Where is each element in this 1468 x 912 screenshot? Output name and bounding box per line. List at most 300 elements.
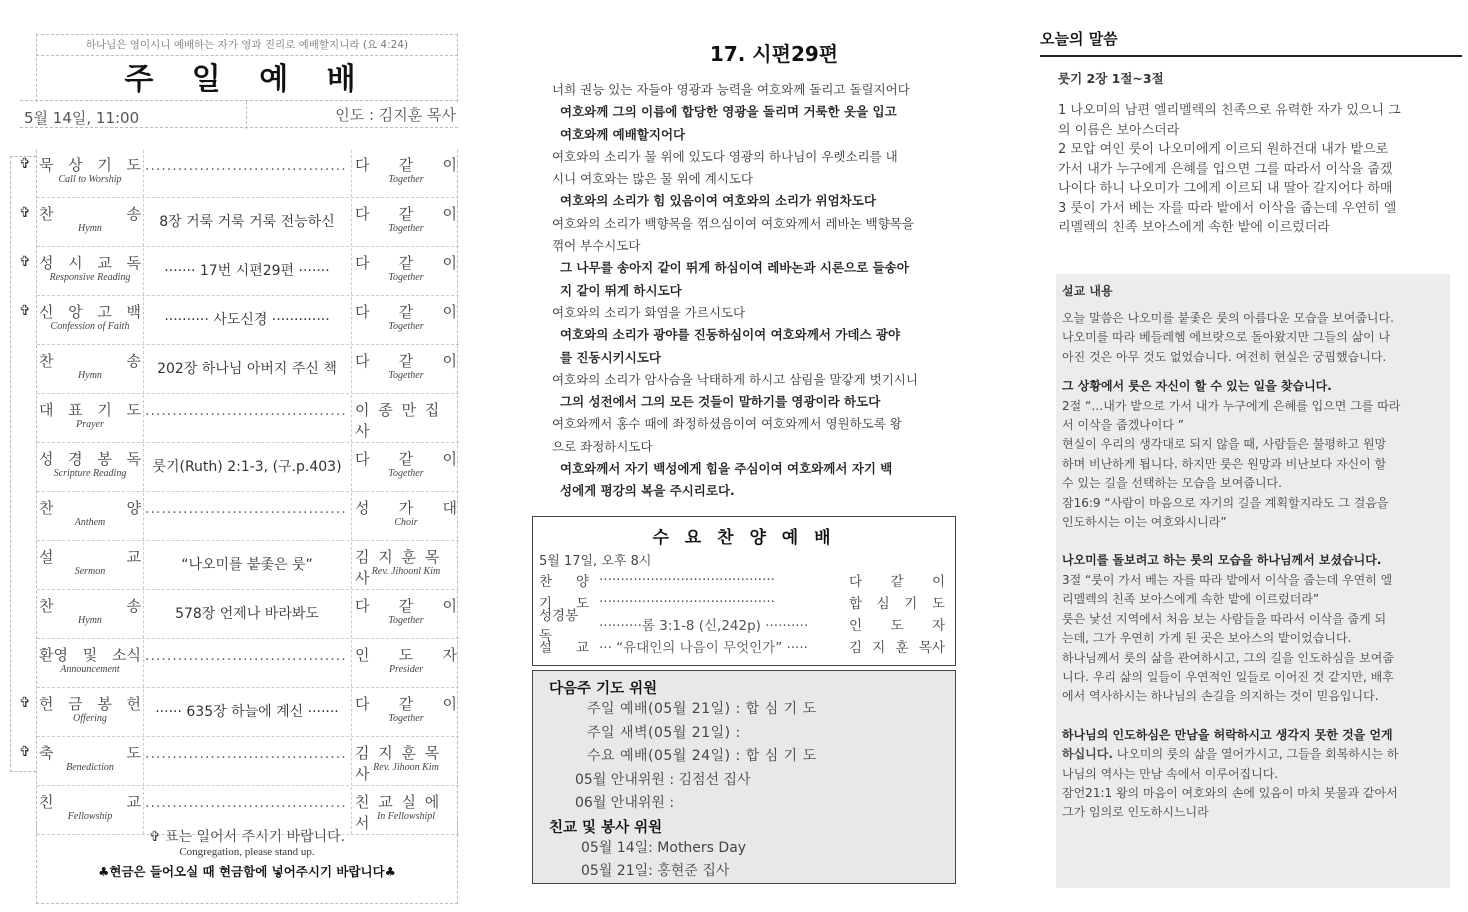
stand-note: ✞ 표는 일어서 주시기 바랍니다. [148,829,346,845]
usher-line: 06월 안내위원 : [575,795,675,811]
order-row [37,542,459,590]
sermon-line: 수 있는 길을 선택하는 모습을 보여줍니다. [1062,476,1282,491]
sermon-point: 그 상황에서 룻은 자신이 할 수 있는 일을 찾습니다. [1062,379,1332,394]
order-item-char: 교 [126,793,141,811]
order-item-char: 찬 [39,597,54,615]
sermon-heading: 설교 내용 [1062,284,1113,298]
wednesday-leader-char: 다 [849,574,863,590]
order-item-char: 표 [68,401,83,419]
leader-char: 같 [398,352,414,370]
sermon-line: 오늘 말씀은 나오미를 붙좇은 룻의 아름다운 모습을 보여줍니다. [1062,311,1394,325]
psalm-leader-line: 여호와께서 홍수 때에 좌정하셨음이여 여호와께서 영원하도록 왕 [552,416,902,432]
order-item-content: ····································· [145,652,347,668]
order-row [19,150,459,198]
order-item-char: 송 [126,205,141,223]
order-item-leader-english: Together [388,272,424,283]
sermon-line: 인도하시는 이는 여호와시니라” [1062,515,1227,530]
sermon-point: 하나님의 인도하심은 만남을 허락하시고 생각지 못한 것을 얻게 [1062,727,1393,742]
row-divider [143,346,144,393]
order-item-korean [39,350,141,371]
order-item-char: 양 [126,499,141,517]
row-divider [143,640,144,687]
sermon-line: 에서 역사하시는 하나님의 손길을 의지하는 것이 믿음입니다. [1062,689,1379,704]
service-line: 05월 14일: Mothers Day [581,839,747,856]
wednesday-service-box [532,516,956,666]
sermon-line: 아진 것은 아무 것도 없었습니다. 여전히 현실은 궁핍했습니다. [1062,349,1387,364]
wednesday-leader [849,592,945,612]
wednesday-leader-char: 이 [931,574,945,590]
todays-word-title: 오늘의 말씀 [1040,28,1462,57]
prayer-committee-box [532,670,956,884]
order-item-content: ······ 635장 하늘에 계신 ······· [155,704,339,720]
order-item-leader [355,301,457,322]
usher-line: 05월 안내위원 : 김점선 집사 [575,771,751,788]
sermon-line: 잠16:9 “사람이 마음으로 자기의 길을 계획할지라도 그 걸음을 [1062,495,1389,510]
wednesday-item-content: ········································· [599,594,775,610]
leader-char: 이 [442,597,457,615]
order-item-char: 기 [97,401,112,419]
order-item-leader-english: In Fellowshipl [376,811,436,822]
cross-icon: ✞ [19,254,31,270]
wednesday-leader-char: 기 [904,596,918,612]
order-item-char: 신 [39,303,54,321]
psalm-leader-line: 으로 좌정하시도다 [552,438,653,454]
order-row [19,248,459,296]
row-divider [143,738,144,785]
order-item-korean [39,546,141,567]
leader-char: 다 [355,156,370,174]
wednesday-leader [849,570,945,590]
order-item-leader [355,595,457,616]
psalm-response-line: 그 나무를 송아지 같이 뛰게 하심이여 레바논과 시론으로 들송아 [560,260,909,276]
order-item-char: 도 [126,156,141,174]
order-item-korean [39,399,141,420]
worship-order-panel [10,34,458,904]
sermon-line: 나오미를 따라 베들레헴 에브랏으로 돌아왔지만 그들의 삶이 나 [1062,330,1391,345]
wednesday-leader-char: 인 [849,618,863,634]
sermon-line: 하며 비난하게 됩니다. 하지만 룻은 원망과 비난보다 자신이 할 [1062,456,1387,471]
order-item-leader-english: Presider [388,664,424,675]
sermon-line: 서 이삭을 줍겠나이다 ” [1062,418,1184,433]
service-info-bar [20,100,458,128]
leader-char: 이 [442,205,457,223]
leader-char: 이 [442,254,457,272]
order-item-leader-english: Rev. Jihoon Kim [373,762,439,773]
row-divider [351,248,352,295]
leader-char: 인 [355,646,370,664]
order-item-content: ······· 17번 시편29편 ······· [164,263,330,279]
order-row [37,640,459,688]
order-item-leader: 이 종 만 집사 [355,401,442,440]
order-row [37,591,459,639]
cross-icon: ✞ [19,303,31,319]
sermon-line: 3절 “룻이 가서 베는 자를 따라 밭에서 이삭을 줍는데 우연히 엘 [1062,572,1393,587]
wednesday-leader-char: 김 [849,640,863,656]
order-item-char: 봉 [97,450,112,468]
order-item-content: 8장 거룩 거룩 거룩 전능하신 [159,214,335,230]
sermon-line: 현실이 우리의 생각대로 되지 않을 때, 사람들은 불평하고 원망 [1062,437,1387,452]
prayer-line: 수요 예배(05월 24일) : 합 심 기 도 [587,748,817,764]
order-item-char: 및 [82,646,98,664]
psalm-leader-line: 시니 여호와는 많은 물 위에 계시도다 [552,171,753,187]
order-item-leader: 김 지 훈 목사 [355,744,442,783]
wednesday-item-content: ··········롬 3:1-8 (신,242p) ·········· [599,618,809,634]
order-item-content: “나오미를 붙좇은 룻” [181,557,313,573]
psalm-reading [552,79,948,503]
order-row [19,738,459,786]
order-item-english: Hymn [78,223,102,234]
order-item-char: 묵 [39,156,54,174]
order-item-char: 독 [126,450,141,468]
order-item-char: 찬 [39,499,54,517]
wednesday-item-char: 찬 [539,574,553,590]
leader-char: 다 [355,695,370,713]
psalm-leader-line: 여호와의 소리가 화염을 가르시도다 [552,304,746,320]
leader-char: 같 [398,205,414,223]
sermon-line: 는데, 그가 우연히 가게 된 곳은 보아스의 밭이었습니다. [1062,631,1352,646]
wednesday-leader [849,636,945,656]
order-item-leader-english: Together [388,321,424,332]
row-divider [351,640,352,687]
row-divider [351,346,352,393]
service-date-time: 5월 14일, 11:00 [24,109,140,127]
order-item-english: Hymn [78,370,102,381]
order-item-leader-english: Together [388,223,424,234]
sermon-line: 2절 “…내가 밭으로 가서 내가 누구에게 은혜를 입으면 그를 따라 [1062,398,1401,413]
sermon-line-text: 나오미의 룻의 삶을 열어가시고, 그들을 회복하시는 하 [1112,747,1399,762]
row-divider [351,542,352,589]
sermon-point-end: 하십니다. [1062,747,1113,762]
row-divider [143,199,144,246]
order-item-content: 룻기(Ruth) 2:1-3, (구.p.403) [152,459,342,475]
order-item-char: 설 [39,548,54,566]
order-item-korean [39,497,141,518]
scripture-reference: 룻기 2장 1절~3절 [1058,71,1164,86]
scripture-text [1058,101,1448,238]
leader-char: 같 [398,695,414,713]
wednesday-leader-char: 자 [931,618,945,634]
order-left-frame [10,156,36,772]
order-item-char: 고 [97,303,112,321]
row-divider [143,395,144,442]
cross-icon: ✞ [19,205,31,221]
leader-char: 이 [442,450,457,468]
sermon-line: 리멜렉의 친족 보아스에게 속한 밭에 이르렀더라” [1062,592,1320,607]
leader-char: 다 [355,205,370,223]
psalm-response-line: 여호와께서 자기 백성에게 힘을 주심이여 여호와께서 자기 백 [560,461,893,477]
leader-char: 이 [442,352,457,370]
leader-char: 같 [398,450,414,468]
order-item-char: 대 [39,401,54,419]
wednesday-leader-char: 훈 [895,640,909,656]
row-divider [351,444,352,491]
cross-icon: ✞ [19,744,31,760]
order-item-leader [355,693,457,714]
order-item-korean [39,742,141,763]
service-leader: 인도 : 김지훈 목사 [335,106,456,124]
stand-note-english: Congregation, please stand up. [179,846,315,858]
psalm-title: 17. 시편29편 [709,42,839,66]
order-item-korean [39,693,141,714]
order-item-english: Announcement [60,664,120,675]
sermon-line: 하나님께서 룻의 삶을 관여하시고, 그의 길을 인도하심을 보여줍 [1062,650,1394,665]
wednesday-item-char: 설 [539,640,553,656]
order-item-english: Call to Worship [58,174,122,185]
row-divider [143,542,144,589]
order-item-leader [355,497,457,518]
leader-char: 같 [398,303,414,321]
psalm-response-line: 여호와께 그의 이름에 합당한 영광을 돌리며 거룩한 옷을 입고 [560,104,897,120]
wednesday-item-content: ········································· [599,572,775,588]
psalm-response-line: 지 같이 뛰게 하시도다 [560,282,682,298]
row-divider [351,689,352,736]
order-row [37,493,459,541]
psalm-response-line: 를 진동시키시도다 [560,349,661,365]
order-row [37,346,459,394]
order-item-korean [39,203,141,224]
order-item-content: 578장 언제나 바라봐도 [175,606,319,622]
order-item-korean [39,791,141,812]
order-item-leader-english: Together [388,713,424,724]
psalm-leader-line: 꺾어 부수시도다 [552,238,641,254]
sermon-line [1062,745,1446,764]
row-divider [143,444,144,491]
sermon-line: 룻은 낯선 지역에서 처음 보는 사람들을 따라서 이삭을 줍게 되 [1062,611,1387,626]
scripture-line: 2 모압 여인 룻이 나오미에게 이르되 원하건대 내가 밭으로 [1058,142,1389,157]
service-line: 05월 21일: 홍현준 집사 [581,863,730,879]
row-divider [351,591,352,638]
leader-char: 같 [398,597,414,615]
order-item-leader-english: Rev. Jihoonl Kim [371,566,441,577]
wednesday-row [539,569,955,591]
wednesday-leader-char: 심 [876,596,890,612]
wednesday-item-char: 도 [575,596,589,612]
leader-char: 다 [355,352,370,370]
order-item-leader [355,252,457,273]
leader-char: 다 [355,303,370,321]
row-divider [351,493,352,540]
wednesday-row [539,635,955,657]
order-item-leader: 친 교 실 에 서 [355,793,442,832]
order-item-leader [355,448,457,469]
psalm-leader-line: 너희 권능 있는 자들아 영광과 능력을 여호와께 돌리고 돌릴지어다 [552,82,910,97]
order-item-char: 소식 [112,646,141,664]
todays-word-panel [1040,28,1462,888]
order-item-english: Anthem [74,517,106,528]
row-divider [351,199,352,246]
row-divider [143,150,144,197]
wednesday-leader-char: 도 [931,596,945,612]
order-item-char: 성 [39,450,54,468]
order-item-korean [39,644,141,665]
order-item-char: 시 [68,254,83,272]
order-item-char: 찬 [39,352,54,370]
offering-note: ♣현금은 들어오실 때 현금함에 넣어주시기 바랍니다♣ [98,864,396,879]
psalm-leader-line: 여호와의 소리가 백향목을 꺾으심이여 여호와께서 레바논 백향목을 [552,215,914,231]
order-item-english: Benediction [66,762,114,773]
order-item-leader [355,350,457,371]
order-item-char: 경 [68,450,83,468]
order-item-leader: 김 지 훈 목사 [355,548,442,587]
order-item-char: 상 [68,156,83,174]
leader-char: 같 [398,254,414,272]
sermon-line: 그가 임의로 인도하시느니라 [1062,805,1209,820]
scripture-line: 의 이름은 보아스더라 [1058,122,1180,138]
psalm-response-line: 여호와의 소리가 광야를 진동하심이여 여호와께서 가데스 광야 [560,327,901,343]
order-item-leader-english: Together [388,615,424,626]
order-item-korean [39,301,141,322]
order-item-leader [355,154,457,175]
order-item-char: 송 [126,597,141,615]
order-item-char: 독 [126,254,141,272]
leader-char: 성 [355,499,370,517]
wednesday-item [539,570,599,590]
order-row [19,297,459,345]
worship-title: 주 일 예 배 [36,58,458,102]
wednesday-row [539,608,955,644]
order-item-char: 축 [39,744,54,762]
leader-char: 다 [355,597,370,615]
psalm-response-line: 여호와께 예배할지어다 [560,126,686,142]
order-row [19,199,459,247]
scripture-line: 리멜렉의 친족 보아스에게 속한 밭에 이르렀더라 [1058,220,1330,235]
leader-char: 도 [398,646,414,664]
psalm-response-line: 그의 성전에서 그의 모든 것들이 말하기를 영광이라 하도다 [560,394,881,410]
row-divider [351,297,352,344]
leader-char: 이 [442,303,457,321]
cross-icon: ✞ [19,156,31,172]
order-item-char: 헌 [39,695,54,713]
order-item-korean [39,154,141,175]
row-divider [351,150,352,197]
row-divider [143,248,144,295]
leader-char: 이 [442,156,457,174]
wednesday-leader-char: 합 [849,596,863,612]
psalm-response-line: 성에게 평강의 복을 주시리로다. [560,483,735,499]
order-item-leader-english: Together [388,468,424,479]
order-item-char: 교 [126,548,141,566]
order-item-content: ·········· 사도신경 ············· [164,312,330,328]
order-item-korean [39,252,141,273]
order-item-korean [39,448,141,469]
order-item-leader [355,203,457,224]
service-committee-title: 친교 및 봉사 위원 [549,819,663,836]
row-divider [143,297,144,344]
sermon-point: 나오미를 돌보려고 하는 룻의 모습을 하나님께서 보셨습니다. [1062,553,1382,568]
order-item-char: 봉 [97,695,112,713]
order-item-content: 202장 하나님 아버지 주신 책 [157,361,337,377]
wednesday-item-char: 기 [539,596,553,612]
order-of-worship [19,150,458,834]
order-item-leader-english: Together [388,370,424,381]
wednesday-row [539,591,955,613]
wednesday-title: 수 요 찬 양 예 배 [652,528,836,548]
order-item-leader-english: Choir [394,517,418,528]
psalm-leader-line: 여호와의 소리가 물 위에 있도다 영광의 하나님이 우렛소리를 내 [552,148,898,164]
scripture-line: 1 나오미의 남편 엘리멜렉의 친족으로 유력한 자가 있으니 그 [1058,103,1401,118]
order-item-char: 헌 [126,695,141,713]
order-item-leader-english: Together [388,174,424,185]
prayer-title: 다음주 기도 위원 [549,681,658,697]
order-item-english: Sermon [74,566,106,577]
order-item-leader [355,644,457,665]
order-item-english: Responsive Reading [49,272,131,283]
leader-char: 자 [442,646,457,664]
leader-char: 다 [355,254,370,272]
worship-verse: 하나님은 영이시니 예배하는 자가 영과 진리로 예배할지니라 (요 4:24) [36,34,458,56]
order-item-char: 앙 [68,303,83,321]
wednesday-leader-char: 지 [872,640,886,656]
sermon-line: 나님의 역사는 만남 속에서 이루어집니다. [1062,766,1279,781]
psalm-response-line: 여호와의 소리가 힘 있음이여 여호와의 소리가 위엄차도다 [560,193,876,209]
wednesday-date-time: 5월 17일, 오후 8시 [539,554,652,569]
order-item-korean [39,595,141,616]
wednesday-item-char: 성경봉독 [539,608,579,644]
leader-char: 대 [442,499,457,517]
row-divider [351,395,352,442]
order-item-content: ····································· [145,799,347,815]
sermon-line: 잠언21:1 왕의 마음이 여호와의 손에 있음이 마치 봇물과 같아서 [1062,785,1398,800]
order-item-english: Prayer [76,419,104,430]
prayer-line: 주일 예배(05월 21일) : 합 심 기 도 [587,701,817,717]
order-item-char: 도 [126,744,141,762]
scripture-line: 가서 내가 누구에게 은혜를 입으면 그를 따라서 이삭을 줍겠 [1058,161,1393,177]
psalm-leader-line: 여호와의 소리가 암사슴을 낙태하게 하시고 삼림을 말갛게 벗기시니 [552,371,918,387]
order-row [19,689,459,737]
cross-icon: ✞ [19,695,31,711]
leader-char: 이 [442,695,457,713]
order-item-char: 도 [126,401,141,419]
wednesday-item-char: 양 [575,574,589,590]
wednesday-order [533,569,955,657]
order-item-char: 송 [126,352,141,370]
leader-char: 같 [398,156,414,174]
order-item-content: ····································· [145,407,347,423]
order-item-english: Fellowship [67,811,113,822]
leader-char: 다 [355,450,370,468]
prayer-line: 주일 새벽(05월 21일) : [587,724,741,741]
order-item-english: Scripture Reading [53,468,127,479]
wednesday-item-content: ··· “유대인의 나음이 무엇인가” ····· [599,640,808,656]
wednesday-item [539,636,599,656]
service-info-divider [246,101,247,129]
wednesday-leader [849,614,945,634]
order-item-char: 성 [39,254,54,272]
scripture-line: 3 룻이 가서 베는 자를 따라 밭에서 이삭을 줍는데 우연히 엘 [1058,200,1397,216]
sermon-line: 니다. 우리 삶의 일들이 우연적인 일들로 이어진 것 같지만, 배후 [1062,669,1394,684]
order-item-char: 친 [39,793,54,811]
order-row [37,444,459,492]
order-item-char: 환영 [39,646,68,664]
sermon-summary-box [1056,274,1450,888]
psalm-panel [532,38,956,888]
row-divider [143,689,144,736]
order-item-char: 금 [68,695,83,713]
order-item-content: ····································· [145,750,347,766]
order-item-char: 교 [97,254,112,272]
wednesday-leader-char: 도 [890,618,904,634]
order-item-english: Offering [73,713,107,724]
leader-char: 가 [398,499,414,517]
wednesday-item-char: 교 [575,640,589,656]
order-item-char: 기 [97,156,112,174]
scripture-line: 나이다 하니 나오미가 그에게 이르되 내 딸아 갈지어다 하매 [1058,181,1393,196]
row-divider [351,738,352,785]
order-item-char: 백 [126,303,141,321]
row-divider [143,591,144,638]
row-divider [143,493,144,540]
order-item-english: Hymn [78,615,102,626]
